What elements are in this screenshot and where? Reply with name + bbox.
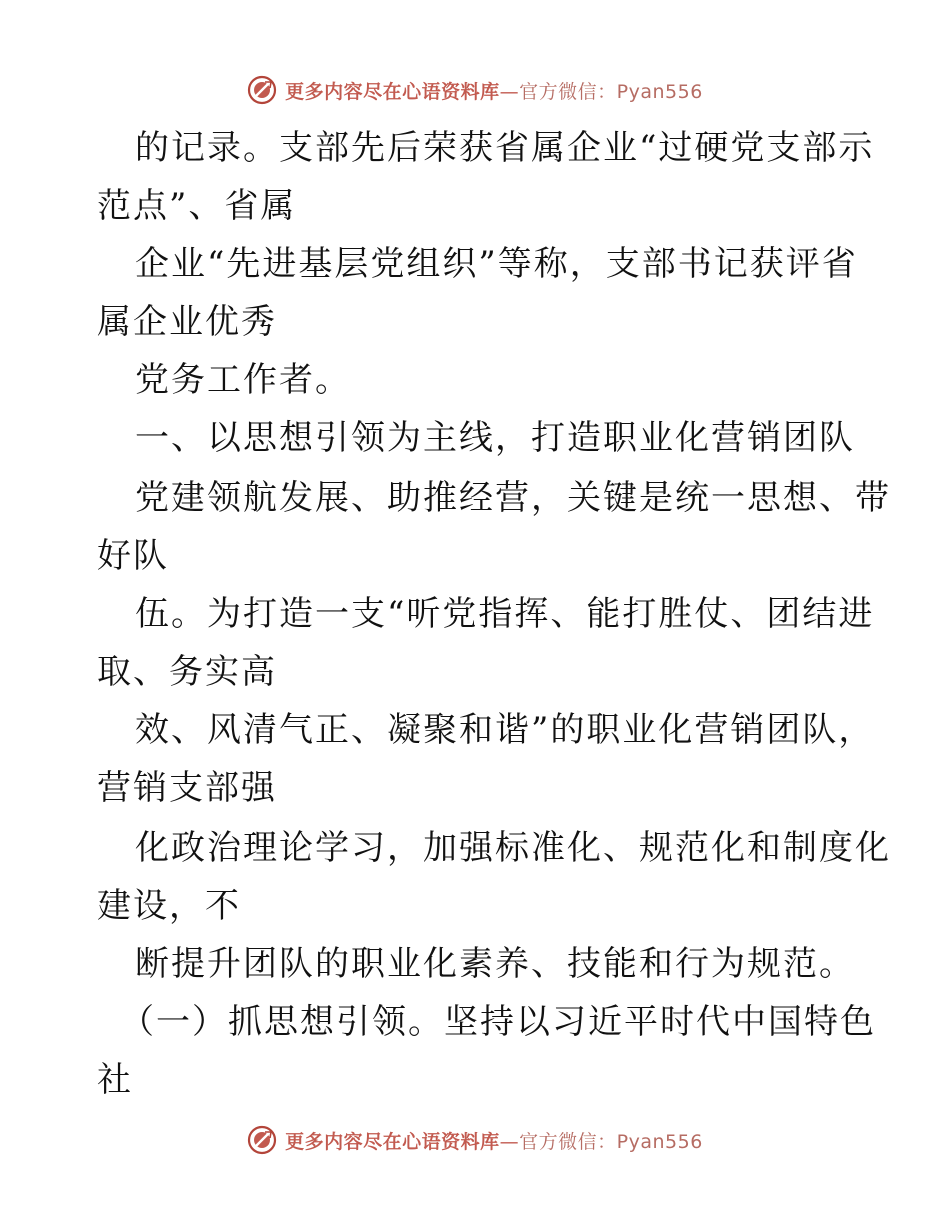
text-line: 化政治理论学习，加强标准化、规范化和制度化 — [135, 828, 891, 868]
text-line: 的记录。支部先后荣获省属企业“过硬党支部示 — [135, 128, 875, 168]
text-line: 伍。为打造一支“听党指挥、能打胜仗、团结进 — [135, 594, 875, 634]
text-line: 范点”、省属 — [97, 186, 297, 226]
text-line: 党务工作者。 — [135, 360, 351, 400]
text-line: 好队 — [97, 536, 169, 576]
logo-icon — [247, 75, 277, 105]
logo-icon — [247, 1125, 277, 1155]
text-line: 属企业优秀 — [97, 302, 277, 342]
header-text: 更多内容尽在心语资料库—官方微信：Pyan556 — [285, 80, 703, 103]
footer-text: 更多内容尽在心语资料库—官方微信：Pyan556 — [285, 1130, 703, 1153]
header-wechat: 官方微信：Pyan556 — [519, 80, 703, 103]
text-line: 企业“先进基层党组织”等称，支部书记获评省 — [135, 244, 858, 284]
subsection-heading: （一）抓思想引领。坚持以习近平时代中国特色 — [120, 1002, 876, 1042]
text-line: 社 — [97, 1060, 133, 1100]
text-line: 断提升团队的职业化素养、技能和行为规范。 — [135, 944, 855, 984]
footer-banner — [0, 1120, 950, 1160]
text-line: 营销支部强 — [97, 768, 277, 808]
text-line: 效、风清气正、凝聚和谐”的职业化营销团队， — [135, 710, 875, 750]
header-banner — [0, 70, 950, 110]
section-heading: 一、以思想引领为主线，打造职业化营销团队 — [135, 418, 855, 458]
text-line: 建设，不 — [97, 886, 241, 926]
text-line: 取、务实高 — [97, 652, 277, 692]
footer-wechat: 官方微信：Pyan556 — [519, 1130, 703, 1153]
text-line: 党建领航发展、助推经营，关键是统一思想、带 — [135, 478, 891, 518]
